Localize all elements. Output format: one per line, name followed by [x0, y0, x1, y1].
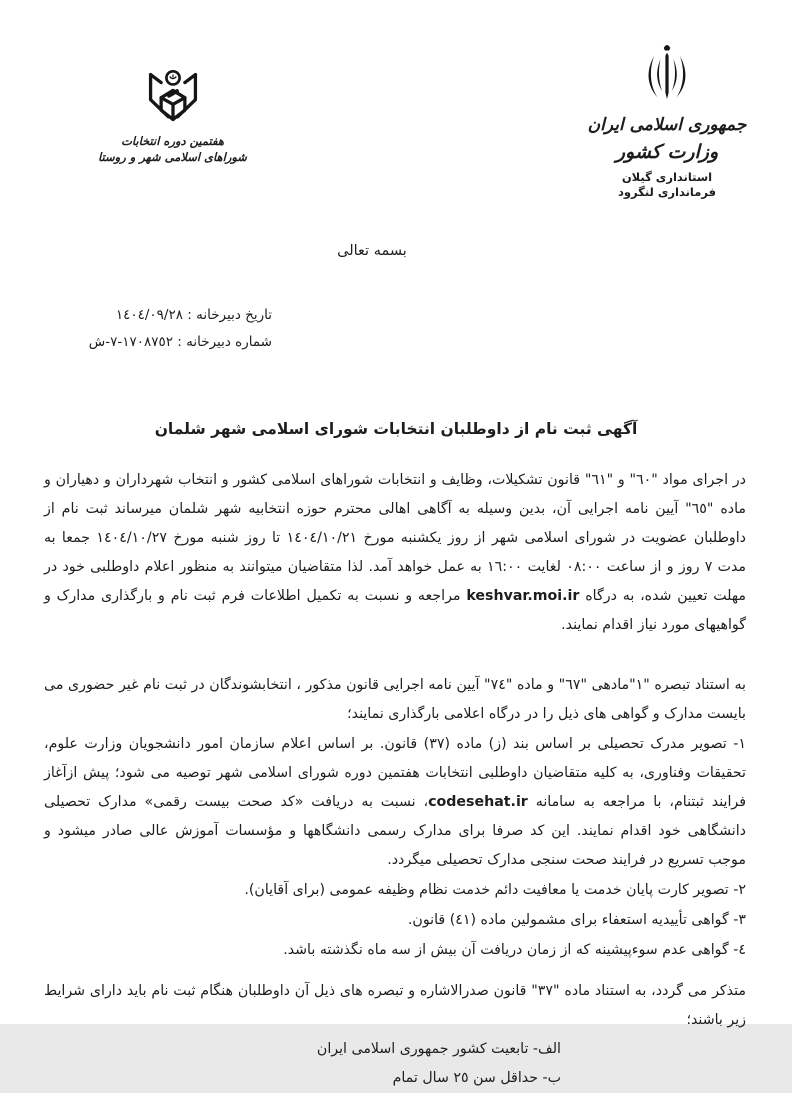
announcement-title: آگهی ثبت نام از داوطلبان انتخابات شورای اسلامی شهر شلمان — [154, 420, 638, 438]
footer-note: متذکر می گردد، به استناد ماده "٣٧" قانون صدرالاشاره و تبصره های ذیل آن داوطلبان هنگام ثبت نام باید دارای شرایط زیر باشند؛ — [44, 983, 746, 1028]
province-office-line: استانداری گیلان — [621, 170, 713, 184]
secretariat-block — [70, 302, 272, 356]
body-paragraph-2: به استناد تبصره "١"مادهی "٦٧" و ماده "٧٤" آیین نامه اجرایی قانون مذکور ، انتخابشوندگان در ثبت نام غیر حضوری می بایست مدارک و گواهی های ذیل را در درگاه اعلامی بارگذاری نمایند؛ — [44, 677, 747, 722]
county-office-line: فرمانداری لنگرود — [617, 185, 717, 199]
secretariat-number: شماره دبیرخانه : ١٧٠٨٧٥٢-٧-ش — [88, 334, 272, 350]
secretariat-date: تاریخ دبیرخانه : ١٤٠٤/٠٩/٢٨ — [115, 307, 272, 323]
election-logo-caption-1: هفتمین دوره انتخابات — [121, 134, 224, 148]
government-name: جمهوری اسلامی ایران — [587, 115, 747, 135]
condition-b: ب- حداقل سن ٢٥ سال تمام — [392, 1070, 561, 1086]
item-1-text-before: ١- تصویر مدرک تحصیلی بر اساس بند (ز) ماده (٣٧) قانون. بر اساس اعلام سازمان امور دانشجویان وزارت علوم، تحقیقات وفناوری، به کلیه متقاضیان داوطلبی انتخابات هفتمین دوره شورای اسلامی شهر توصیه می شود؛ پیش ازآغاز فرایند ثبتنام، با مراجعه به سامانه — [44, 736, 746, 810]
body-paragraph-1 — [44, 466, 746, 640]
announcement-body — [44, 466, 746, 1093]
registration-portal-url: keshvar.moi.ir — [466, 588, 580, 604]
letterhead-left — [55, 68, 290, 165]
letterhead-right — [572, 40, 762, 200]
ministry-name: وزارت کشور — [615, 141, 719, 163]
election-logo-caption-2: شوراهای اسلامی شهر و روستا — [98, 150, 247, 164]
paragraph-1-text-after: مراجعه و نسبت به تکمیل اطلاعات فرم ثبت نام و بارگذاری مدارک و گواهیهای مورد نیاز اقدام نمایند. — [44, 588, 746, 633]
election-logo-icon — [55, 68, 290, 130]
item-1-text-after: ، نسبت به دریافت «کد صحت بیست رقمی» مدارک تحصیلی دانشگاهی خود اقدام نمایند. این کد صرفا برای مدارک رسمی دانشگاهها و مؤسسات آموزش عالی صادر میشود و موجب تسریع در فرایند صحت سنجی مدارک تحصیلی میگردد. — [44, 794, 746, 868]
requirement-item-1 — [44, 730, 746, 875]
code-sehat-url: codesehat.ir — [428, 794, 528, 810]
besmellah-text: بسمه تعالی — [337, 243, 407, 259]
requirement-item-2: ٢- تصویر کارت پایان خدمت یا معافیت دائم خدمت نظام وظیفه عمومی (برای آقایان). — [244, 882, 746, 898]
iran-emblem-icon — [572, 40, 762, 110]
paragraph-1-text-before: در اجرای مواد "٦٠" و "٦١" قانون تشکیلات، وظایف و انتخابات شوراهای اسلامی کشور و انتخاب شهرداران و دهیاران و ماده "٦٥" آیین نامه اجرایی آن، بدین وسیله به آگاهی اهالی محترم حوزه انتخابیه شهر شلمان میرساند ثبت نام از داوطلبان عضویت در شورای اسلامی شهر از روز یکشنبه مورخ ١٤٠٤/١٠/٢١ تا روز شنبه مورخ ١٤٠٤/١٠/٢٧ جمعا به مدت ٧ روز و از ساعت ٠٨:٠٠ لغایت ١٦:٠٠ به عمل خواهد آمد. لذا متقاضیان میتوانند به منظور اعلام داوطلبی خود در مهلت تعیین شده، به درگاه — [44, 472, 747, 604]
requirement-item-4: ٤- گواهی عدم سوءپیشینه که از زمان دریافت آن بیش از سه ماه نگذشته باشد. — [283, 942, 746, 958]
requirement-item-3: ٣- گواهی تأییدیه استعفاء برای مشمولین ماده (٤١) قانون. — [407, 912, 746, 928]
condition-a: الف- تابعیت کشور جمهوری اسلامی ایران — [316, 1041, 561, 1057]
